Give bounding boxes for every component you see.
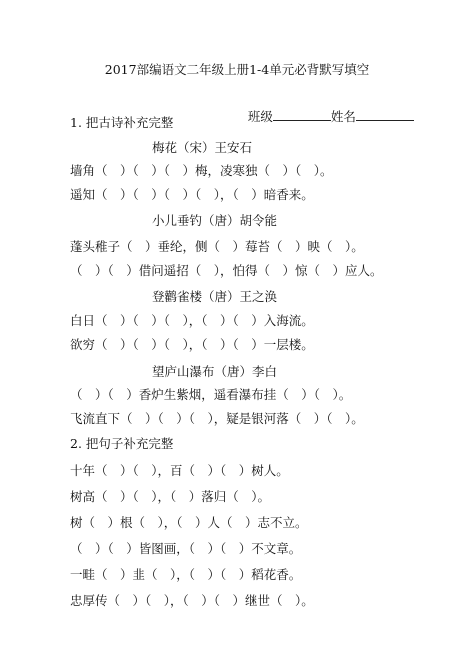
- poem-line: 墙角（ ）（ ）（ ）梅，凌寒独（ ）（ ）。: [70, 163, 333, 178]
- poem-title: 小儿垂钓（唐）胡令能: [152, 213, 278, 228]
- page-title: 2017部编语文二年级上册1-4单元必背默写填空: [104, 62, 370, 77]
- sentence-line: 十年（ ）（ ），百（ ）（ ）树人。: [70, 463, 289, 478]
- poem-title: 登鹳雀楼（唐）王之涣: [152, 289, 278, 304]
- name-field[interactable]: [356, 108, 414, 121]
- sentence-line: 树高（ ）（ ），（ ）落归（ ）。: [70, 489, 271, 504]
- poem-line: 飞流直下（ ）（ ）（ ），疑是银河落（ ）（ ）。: [70, 411, 364, 426]
- class-field[interactable]: [273, 108, 331, 121]
- poem-title: 梅花（宋）王安石: [152, 140, 253, 155]
- poem-line: 遥知（ ）（ ）（ ）（ ），（ ）暗香来。: [70, 187, 314, 202]
- poem-line: （ ）（ ）借问遥招（ ），怕得（ ）惊（ ）应人。: [70, 263, 383, 278]
- class-label: 班级: [247, 109, 273, 124]
- name-label: 姓名: [330, 109, 356, 124]
- sentence-line: 树（ ）根（ ），（ ）人（ ）志不立。: [70, 515, 308, 530]
- section1-heading: 1. 把古诗补充完整: [70, 115, 174, 130]
- sentence-line: 一畦（ ）韭（ ），（ ）（ ）稻花香。: [70, 567, 302, 582]
- poem-line: 白日（ ）（ ）（ ），（ ）（ ）入海流。: [70, 313, 314, 328]
- student-info-row: [232, 92, 414, 141]
- poem-line: 欲穷（ ）（ ）（ ），（ ）（ ）一层楼。: [70, 337, 314, 352]
- sentence-line: （ ）（ ）皆图画，（ ）（ ）不文章。: [70, 541, 302, 556]
- sentence-line: 忠厚传（ ）（ ），（ ）（ ）继世（ ）。: [70, 593, 314, 608]
- poem-title: 望庐山瀑布（唐）李白: [152, 364, 278, 379]
- poem-line: 蓬头稚子（ ）垂纶，侧（ ）莓苔（ ）映（ ）。: [70, 239, 364, 254]
- poem-line: （ ）（ ）香炉生紫烟，遥看瀑布挂（ ）（ ）。: [70, 387, 352, 402]
- section2-heading: 2. 把句子补充完整: [70, 436, 174, 451]
